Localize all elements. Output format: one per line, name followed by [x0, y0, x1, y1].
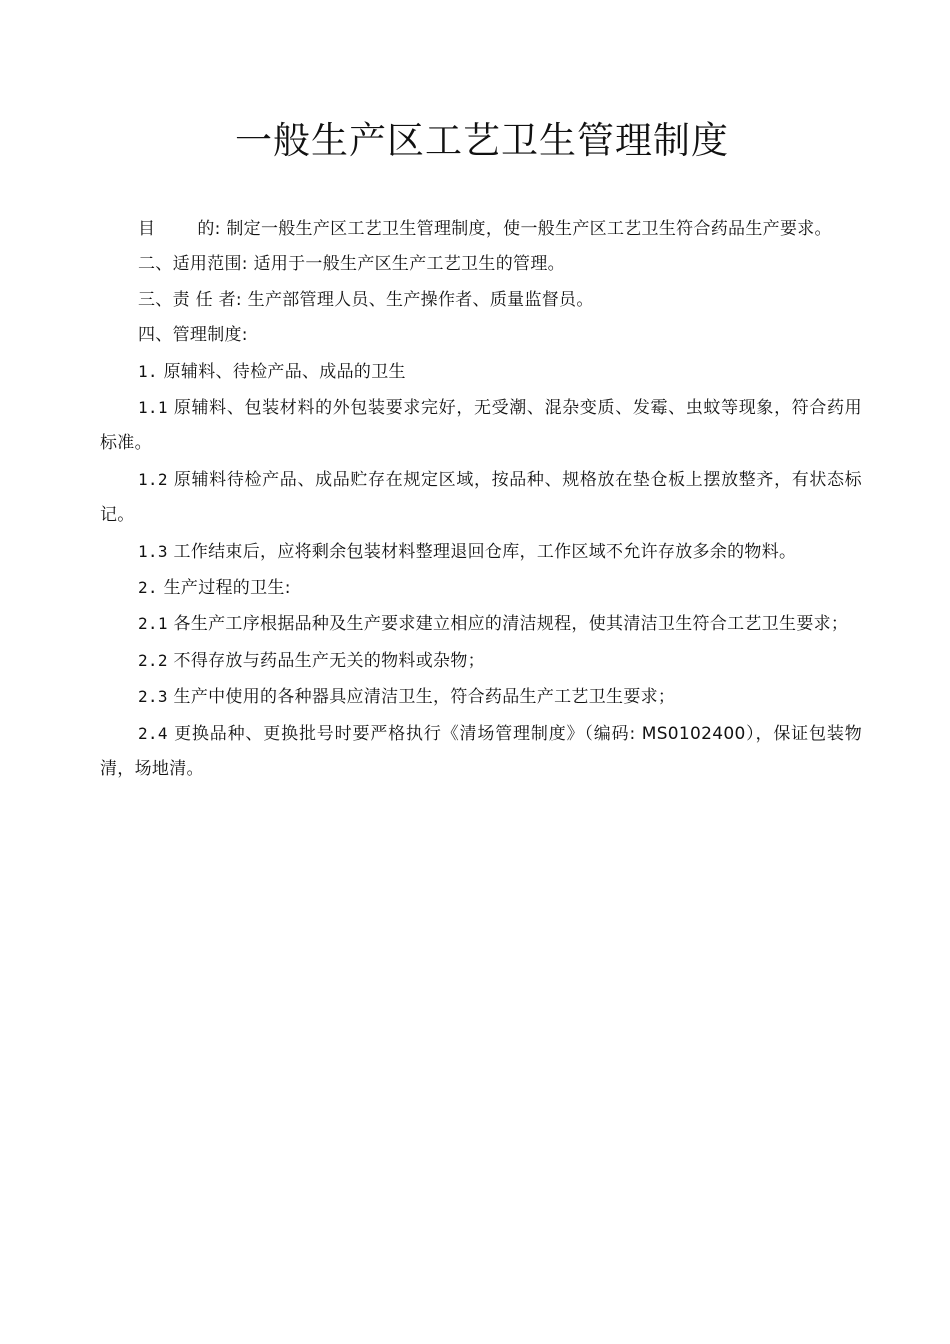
purpose-text: 制定一般生产区工艺卫生管理制度，使一般生产区工艺卫生符合药品生产要求。 — [226, 219, 832, 239]
clause-number: 2.3 — [138, 687, 168, 707]
document-body — [100, 212, 862, 788]
clause-2-4 — [100, 716, 862, 788]
clause-text: 生产中使用的各种器具应清洁卫生，符合药品生产工艺卫生要求； — [173, 687, 676, 708]
section-heading-text: 原辅料、待检产品、成品的卫生 — [163, 361, 406, 382]
clause-number: 1.1 — [138, 398, 168, 418]
purpose-paragraph — [100, 212, 862, 247]
section-number: 1. — [138, 361, 158, 381]
clause-number: 1.3 — [138, 541, 168, 561]
document-title: 一般生产区工艺卫生管理制度 — [235, 119, 729, 162]
clause-text: 不得存放与药品生产无关的物料或杂物； — [173, 650, 485, 671]
clause-1-2 — [100, 462, 862, 534]
clause-2-3 — [100, 679, 862, 715]
clause-text: 原辅料待检产品、成品贮存在规定区域，按品种、规格放在垫仓板上摆放整齐，有状态标记。 — [100, 469, 862, 526]
management-heading: 四、管理制度: — [138, 325, 248, 346]
purpose-label-start: 目 — [138, 219, 156, 239]
clause-text: 原辅料、包装材料的外包装要求完好，无受潮、混杂变质、发霉、虫蚊等现象，符合药用标准。 — [100, 398, 862, 454]
clause-number: 2.1 — [138, 614, 168, 634]
clause-number: 2.2 — [138, 650, 168, 670]
clause-number: 2.4 — [138, 723, 168, 743]
clause-1-1 — [100, 390, 862, 462]
clause-2-2 — [100, 643, 862, 679]
clause-number: 1.2 — [138, 469, 168, 489]
section-2-heading — [100, 570, 862, 606]
responsible-paragraph: 三、责 任 者: 生产部管理人员、生产操作者、质量监督员。 — [138, 289, 594, 310]
clause-text: 工作结束后，应将剩余包装材料整理退回仓库，工作区域不允许存放多余的物料。 — [173, 541, 797, 562]
clause-text: 各生产工序根据品种及生产要求建立相应的清洁规程，使其清洁卫生符合工艺卫生要求； — [173, 614, 849, 635]
purpose-label-end: 的: — [197, 219, 221, 239]
section-heading-text: 生产过程的卫生: — [163, 578, 291, 599]
section-number: 2. — [138, 578, 158, 598]
clause-2-1 — [100, 606, 862, 642]
clause-text: 更换品种、更换批号时要严格执行《清场管理制度》（编码: MS0102400），保证包装物清，场地清。 — [100, 723, 862, 780]
scope-paragraph: 二、适用范围: 适用于一般生产区生产工艺卫生的管理。 — [138, 254, 565, 275]
section-1-heading — [100, 354, 862, 390]
clause-1-3 — [100, 534, 862, 570]
